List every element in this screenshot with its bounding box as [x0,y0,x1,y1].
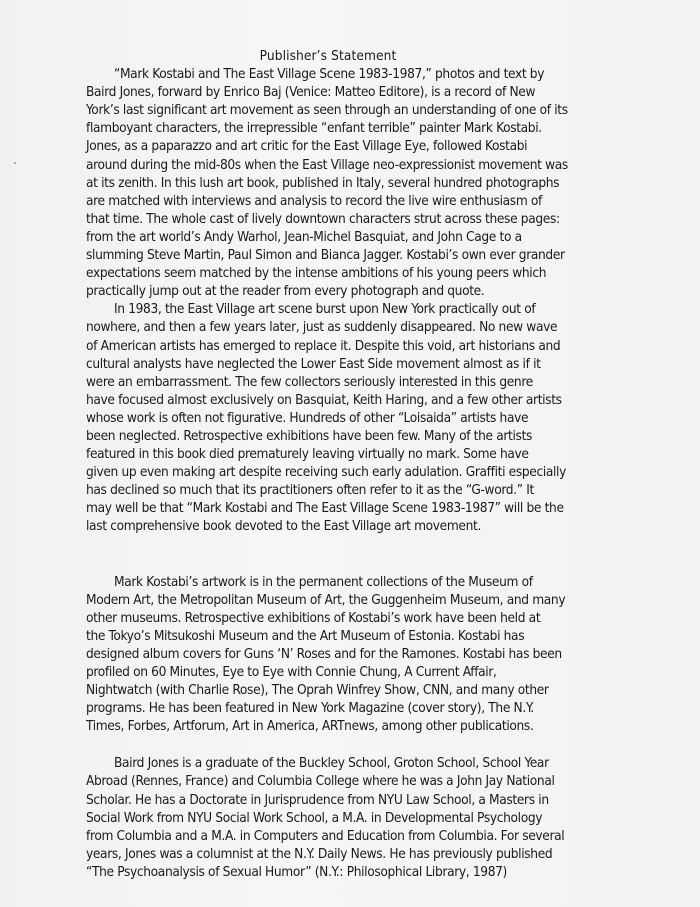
text-line: other museums. Retrospective exhibitions of Kostabi’s work have been held at [86,609,541,626]
text-line: Scholar. He has a Doctorate in Jurisprudence from NYU Law School, a Masters in [86,791,549,808]
text-line: may well be that “Mark Kostabi and The East Village Scene 1983-1987” will be the [86,500,564,517]
text-line: featured in this book died prematurely leaving virtually no mark. Some have [86,446,529,463]
text-line: at its zenith. In this lush art book, published in Italy, several hundred photographs [86,174,560,191]
text-line: have focused almost exclusively on Basquiat, Keith Haring, and a few other artists [86,391,562,408]
text-line: been neglected. Retrospective exhibitions have been few. Many of the artists [86,427,533,444]
paragraph-east-village-1983 [58,300,598,535]
text-line: from the art world’s Andy Warhol, Jean-Michel Basquiat, and John Cage to a [86,228,522,245]
text-line: “The Psychoanalysis of Sexual Humor” (N.Y.: Philosophical Library, 1987) [86,863,507,880]
paragraph-spacer [58,536,598,573]
text-line: cultural analysts have neglected the Lower East Side movement almost as if it [86,355,541,372]
text-line: Jones, as a paparazzo and art critic for the East Village Eye, followed Kostabi [86,138,528,155]
text-line: years, Jones was a columnist at the N.Y. Daily News. He has previously published [86,845,553,862]
text-line: from Columbia and a M.A. in Computers and Education from Columbia. For several [86,827,565,844]
text-line: “Mark Kostabi and The East Village Scene 1983-1987,” photos and text by [114,66,545,83]
text-line: programs. He has been featured in New York Magazine (cover story), The N.Y. [86,700,534,717]
text-line: flamboyant characters, the irrepressible “enfant terrible” painter Mark Kostabi. [86,120,542,137]
text-line: that time. The whole cast of lively downtown characters strut across these pages: [86,210,560,227]
text-line: profiled on 60 Minutes, Eye to Eye with Connie Chung, A Current Affair, [86,664,497,680]
text-line: are matched with interviews and analysis to record the live wire enthusiasm of [86,192,542,209]
text-line: whose work is often not figurative. Hundreds of other “Loisaida” artists have [86,409,529,426]
text-line: of American artists has emerged to replace it. Despite this void, art historians and [86,337,561,354]
text-line: Abroad (Rennes, France) and Columbia College where he was a John Jay National [86,773,555,790]
text-line: were an embarrassment. The few collectors seriously interested in this genre [86,373,533,390]
publisher-statement-document [58,47,598,881]
text-line: Nightwatch (with Charlie Rose), The Oprah Winfrey Show, CNN, and many other [86,682,549,699]
text-line: given up even making art despite receiving such early adulation. Graffiti especially [86,464,566,481]
text-line: the Tokyo’s Mitsukoshi Museum and the Art Museum of Estonia. Kostabi has [86,627,525,644]
text-line: slumming Steve Martin, Paul Simon and Bianca Jagger. Kostabi’s own ever grander [86,247,565,264]
paragraph-jones-bio [58,754,598,881]
speck-mark [14,162,16,164]
text-line: last comprehensive book devoted to the East Village art movement. [86,518,481,535]
text-line: Times, Forbes, Artforum, Art in America, ARTnews, among other publications. [86,718,534,735]
text-line: designed album covers for Guns ‘N’ Roses and for the Ramones. Kostabi has been [86,645,562,662]
paragraph-spacer [58,735,598,754]
text-line: has declined so much that its practitioners often refer to it as the “G-word.” It [86,482,534,499]
text-line: Social Work from NYU Social Work School, a M.A. in Developmental Psychology [86,809,543,826]
text-line: In 1983, the East Village art scene burst upon New York practically out of [114,301,536,318]
text-line: around during the mid-80s when the East Village neo-expressionist movement was [86,156,568,173]
text-line: Baird Jones, forward by Enrico Baj (Venice: Matteo Editore), is a record of New [86,84,536,101]
text-line: expectations seem matched by the intense ambitions of his young peers which [86,265,547,282]
text-line: York’s last significant art movement as seen through an understanding of one of its [86,102,568,119]
paragraph-kostabi-bio [58,573,598,736]
paragraph-intro [58,65,598,300]
page-title: Publisher’s Statement [259,48,397,64]
text-line: Modern Art, the Metropolitan Museum of Art, the Guggenheim Museum, and many [86,591,566,608]
text-line: nowhere, and then a few years later, just as suddenly disappeared. No new wave [86,319,558,336]
text-line: practically jump out at the reader from every photograph and quote. [86,283,485,300]
text-line: Mark Kostabi’s artwork is in the permanent collections of the Museum of [114,573,533,590]
text-line: Baird Jones is a graduate of the Buckley School, Groton School, School Year [114,755,549,772]
